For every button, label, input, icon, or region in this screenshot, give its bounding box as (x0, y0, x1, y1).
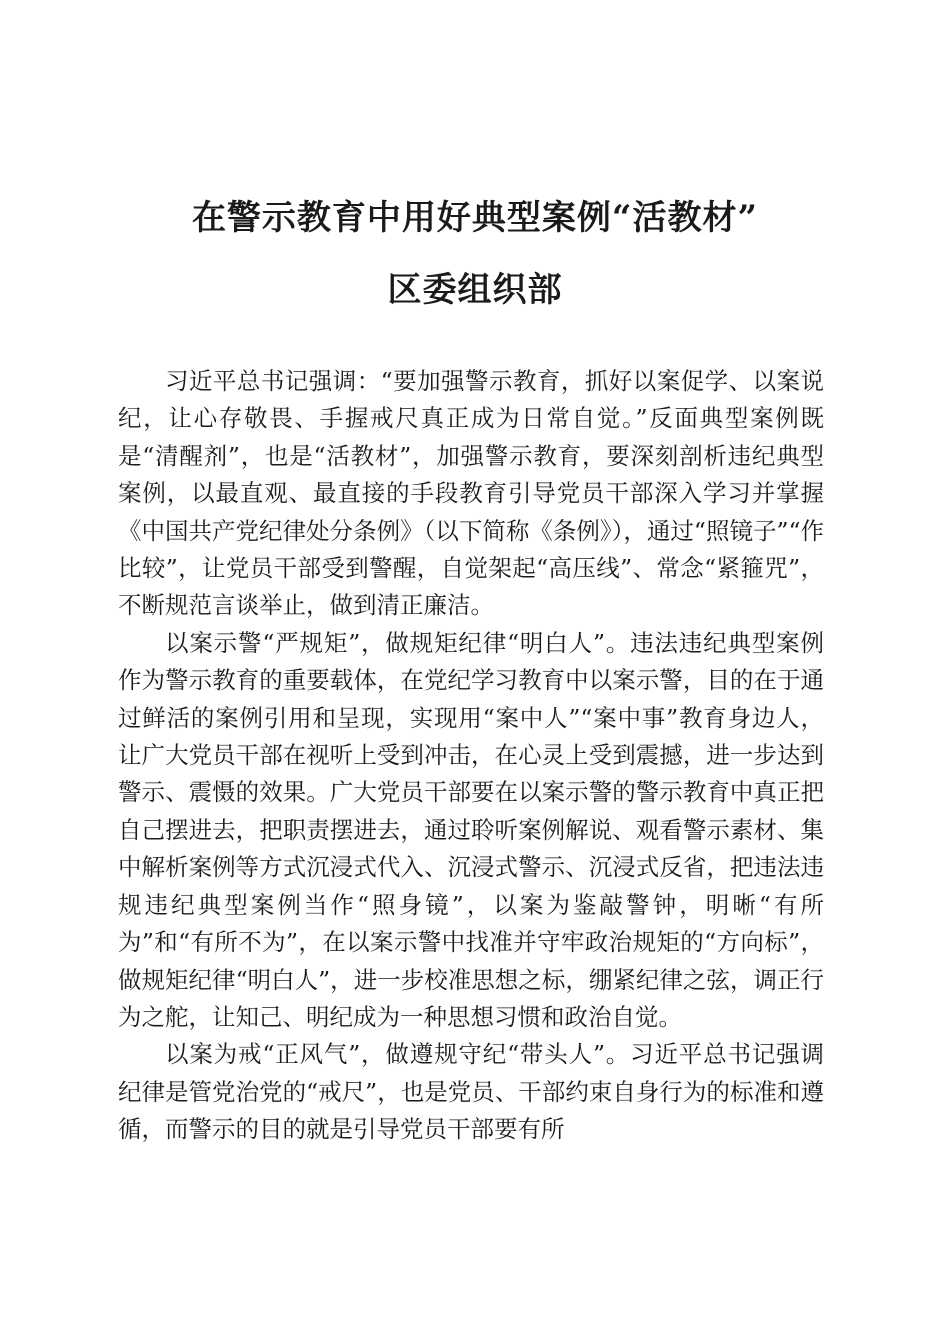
paragraph-1: 习近平总书记强调：“要加强警示教育，抓好以案促学、以案说纪，让心存敬畏、手握戒尺真正成为日常自觉。”反面典型案例既是“清醒剂”，也是“活教材”，加强警示教育，要深刻剖析违纪典型案例，以最直观、最直接的手段教育引导党员干部深入学习并掌握《中国共产党纪律处分条例》（以下简称《条例》），通过“照镜子”“作比较”，让党员干部受到警醒，自觉架起“高压线”、常念“紧箍咒”，不断规范言谈举止，做到清正廉洁。 (118, 367, 824, 620)
paragraph-2: 以案示警“严规矩”，做规矩纪律“明白人”。违法违纪典型案例作为警示教育的重要载体，在党纪学习教育中以案示警，目的在于通过鲜活的案例引用和呈现，实现用“案中人”“案中事”教育身边人，让广大党员干部在视听上受到冲击，在心灵上受到震撼，进一步达到警示、震慑的效果。广大党员干部要在以案示警的警示教育中真正把自己摆进去，把职责摆进去，通过聆听案例解说、观看警示素材、集中解析案例等方式沉浸式代入、沉浸式警示、沉浸式反省，把违法违规违纪典型案例当作“照身镜”，以案为鉴敲警钟，明晰“有所为”和“有所不为”，在以案示警中找准并守牢政治规矩的“方向标”，做规矩纪律“明白人”，进一步校准思想之标，绷紧纪律之弦，调正行为之舵，让知己、明纪成为一种思想习惯和政治自觉。 (118, 628, 824, 1031)
document-title: 在警示教育中用好典型案例“活教材” (191, 198, 759, 238)
document-body (118, 363, 824, 1149)
document-author: 区委组织部 (387, 270, 563, 310)
paragraph-3: 以案为戒“正风气”，做遵规守纪“带头人”。习近平总书记强调纪律是管党治党的“戒尺”，也是党员、干部约束自身行为的标准和遵循，而警示的目的就是引导党员干部要有所 (118, 1040, 824, 1144)
